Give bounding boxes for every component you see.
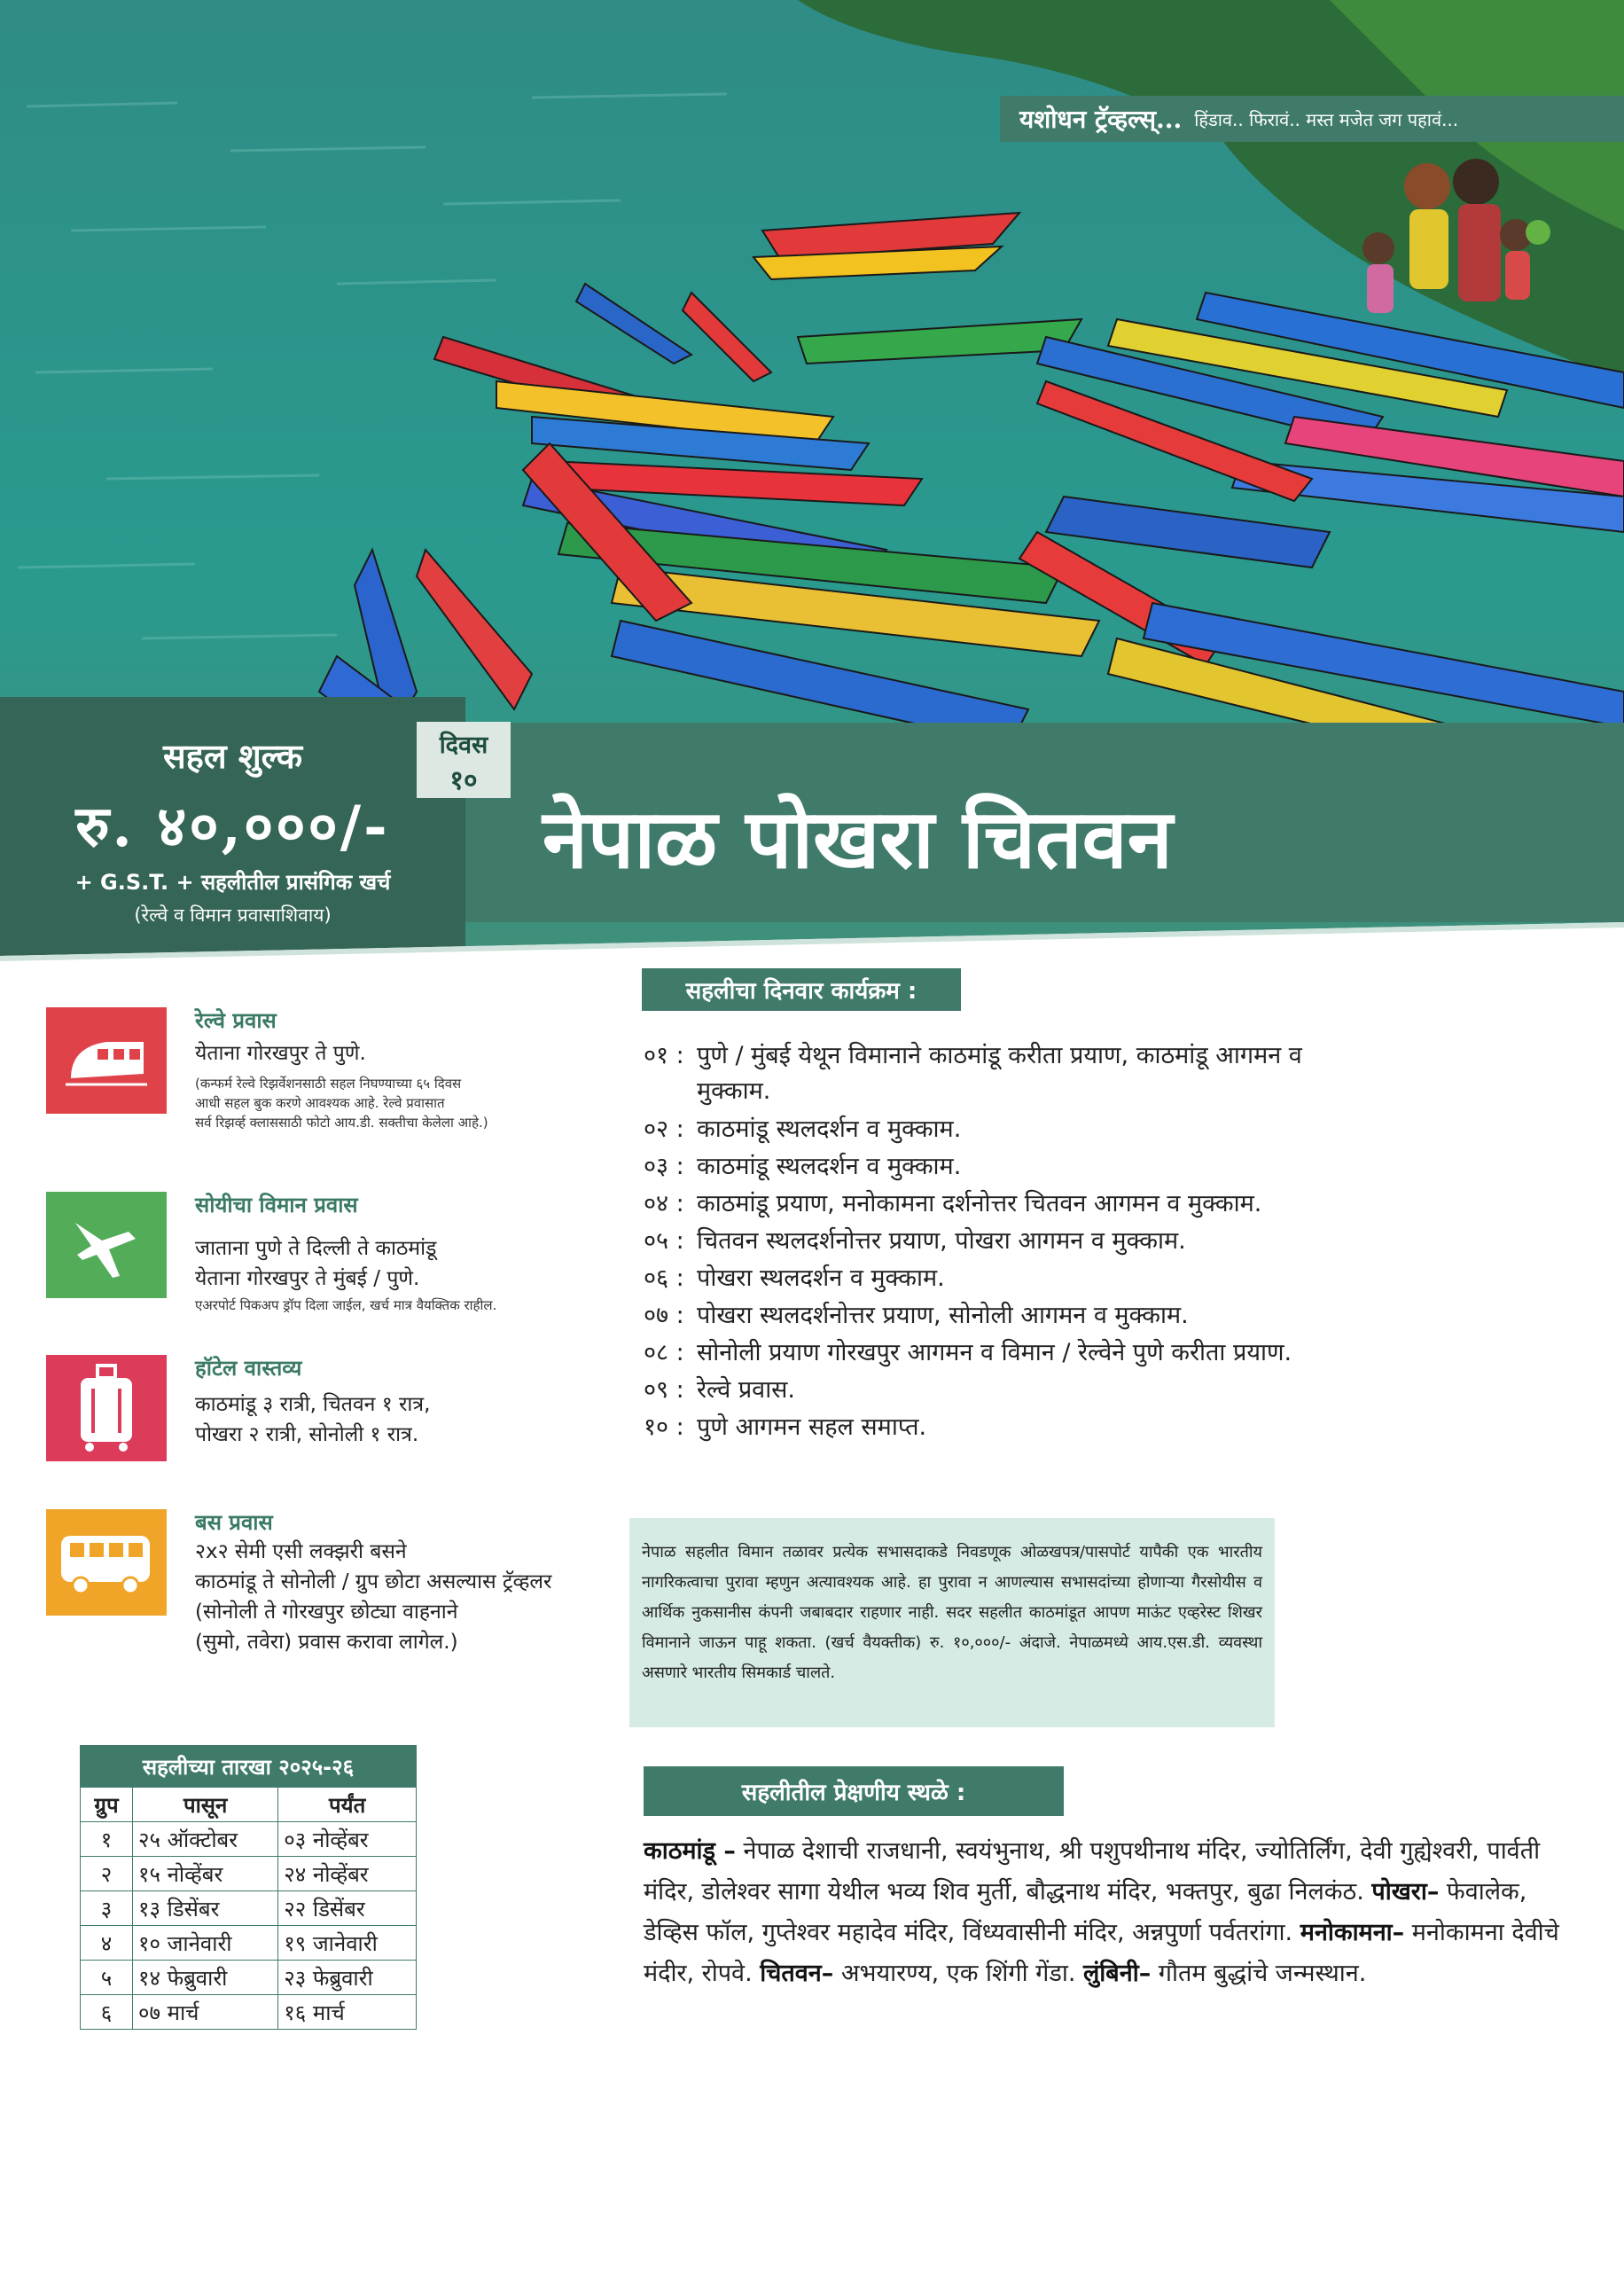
feature-flight — [46, 1192, 613, 1313]
feature-line: जाताना पुणे ते दिल्ली ते काठमांडू — [195, 1237, 437, 1260]
feature-line: पोखरा २ रात्री, सोनोली १ रात्र. — [195, 1423, 419, 1446]
train-icon — [46, 1007, 167, 1114]
tour-dates-table — [80, 1745, 417, 2030]
place-name: चितवन– — [760, 1960, 834, 1987]
luggage-icon — [46, 1355, 167, 1461]
feature-line: काठमांडू ते सोनोली / ग्रुप छोटा असल्यास ट्रॅव्हलर — [195, 1570, 552, 1593]
place-name: पोखरा– — [1371, 1878, 1440, 1906]
to-cell: २४ नोव्हेंबर — [278, 1857, 417, 1891]
feature-line: काठमांडू ३ रात्री, चितवन १ रात्र, — [195, 1393, 431, 1416]
feature-line: (सुमो, तवेरा) प्रवास करावा लागेल.) — [195, 1631, 458, 1654]
feature-bus — [46, 1509, 613, 1654]
group-cell: १ — [81, 1822, 133, 1857]
places-text — [644, 1831, 1574, 1994]
itinerary-day: १० : पुणे आगमन सहल समाप्त. — [644, 1413, 927, 1441]
group-cell: ५ — [81, 1961, 133, 1995]
price-extra-charges: + G.S.T. + सहलीतील प्रासंगिक खर्च — [74, 870, 391, 895]
feature-note: एअरपोर्ट पिकअप ड्रॉप दिला जाईल, खर्च मात्र वैयक्तिक राहील. — [195, 1297, 497, 1313]
table-row — [81, 1891, 417, 1926]
group-cell: ६ — [81, 1995, 133, 2030]
table-row — [81, 1822, 417, 1857]
column-header: पासून — [133, 1788, 278, 1822]
group-cell: ३ — [81, 1891, 133, 1926]
feature-title: रेल्वे प्रवास — [195, 1008, 277, 1033]
to-cell: ०३ नोव्हेंबर — [278, 1822, 417, 1857]
dates-title: सहलीच्या तारखा २०२५-२६ — [81, 1746, 417, 1788]
tour-title: नेपाळ पोखरा चितवन — [543, 791, 1173, 887]
to-cell: २२ डिसेंबर — [278, 1891, 417, 1926]
place-desc: गौतम बुद्धांचे जन्मस्थान. — [1151, 1960, 1367, 1987]
places-heading: सहलीतील प्रेक्षणीय स्थळे : — [644, 1766, 1064, 1816]
from-cell: २५ ऑक्टोबर — [133, 1822, 278, 1857]
feature-title: सोयीचा विमान प्रवास — [195, 1193, 358, 1217]
days-badge — [417, 722, 511, 798]
from-cell: १३ डिसेंबर — [133, 1891, 278, 1926]
to-cell: १६ मार्च — [278, 1995, 417, 2030]
price-block — [0, 697, 465, 956]
column-header: पर्यंत — [278, 1788, 417, 1822]
important-notice: नेपाळ सहलीत विमान तळावर प्रत्येक सभासदाकडे निवडणूक ओळखपत्र/पासपोर्ट यापैकी एक भारतीय नागरिकत्वाचा पुरावा म्हणुन अत्यावश्यक आहे. हा पुरावा न आणल्यास सभासदांच्या होणाऱ्या गैरसोयीस व आर्थिक नुकसानीस कंपनी जबाबदार राहणार नाही. सदर सहलीत काठमांडूत आपण माऊंट एव्हरेस्ट शिखर विमानाने जाऊन पाहू शकता. (खर्च वैयक्तीक) रु. १०,०००/- अंदाजे. नेपाळमध्ये आय.एस.डी. व्यवस्था असणारे भारतीय सिमकार्ड चालते. — [629, 1518, 1275, 1727]
itinerary-day: ०२ : काठमांडू स्थलदर्शन व मुक्काम. — [644, 1115, 962, 1143]
table-row — [81, 1857, 417, 1891]
feature-note: सर्व रिझर्व्ह क्लाससाठी फोटो आय.डी. सक्तीचा केलेला आहे.) — [195, 1115, 488, 1131]
table-row — [81, 1995, 417, 2030]
column-header: ग्रुप — [81, 1788, 133, 1822]
itinerary-day: ०८ : सोनोली प्रयाण गोरखपुर आगमन व विमान / रेल्वेने पुणे करीता प्रयाण. — [644, 1339, 1292, 1366]
from-cell: १५ नोव्हेंबर — [133, 1857, 278, 1891]
brand-banner — [1000, 96, 1624, 142]
from-cell: १४ फेब्रुवारी — [133, 1961, 278, 1995]
itinerary-heading: सहलीचा दिनवार कार्यक्रम : — [642, 968, 961, 1011]
itinerary-day: ०३ : काठमांडू स्थलदर्शन व मुक्काम. — [644, 1153, 962, 1180]
group-cell: ४ — [81, 1926, 133, 1961]
feature-line: येताना गोरखपुर ते पुणे. — [195, 1042, 366, 1065]
table-row — [81, 1961, 417, 1995]
feature-note: आधी सहल बुक करणे आवश्यक आहे. रेल्वे प्रवासात — [195, 1095, 445, 1111]
place-name: काठमांडू – — [644, 1837, 736, 1865]
feature-title: हॉटेल वास्तव्य — [195, 1356, 302, 1381]
itinerary-day-cont: मुक्काम. — [697, 1077, 771, 1105]
price-note: (रेल्वे व विमान प्रवासाशिवाय) — [134, 904, 332, 926]
feature-hotel — [46, 1355, 613, 1461]
to-cell: २३ फेब्रुवारी — [278, 1961, 417, 1995]
itinerary-day: ०१ : पुणे / मुंबई येथून विमानाने काठमांडू करीता प्रयाण, काठमांडू आगमन व — [644, 1042, 1302, 1069]
bus-icon — [46, 1509, 167, 1616]
brand-name: यशोधन ट्रॅव्हल्स्... — [1019, 105, 1183, 134]
place-name: लुंबिनी– — [1083, 1960, 1152, 1987]
table-row — [81, 1926, 417, 1961]
place-desc: फेवालेक, डेव्हिस फॉल, गुप्तेश्वर महादेव मंदिर, विंध्यवासीनी मंदिर, अन्नपुर्णा पर्वतरांगा. — [644, 1878, 1527, 1946]
to-cell: १९ जानेवारी — [278, 1926, 417, 1961]
from-cell: १० जानेवारी — [133, 1926, 278, 1961]
group-cell: २ — [81, 1857, 133, 1891]
itinerary-day: ०९ : रेल्वे प्रवास. — [644, 1376, 796, 1404]
price-amount: रु. ४०,०००/- — [75, 794, 390, 860]
place-desc: मनोकामना देवीचे मंदीर, रोपवे. — [644, 1919, 1559, 1987]
itinerary-day: ०४ : काठमांडू प्रयाण, मनोकामना दर्शनोत्तर चितवन आगमन व मुक्काम. — [644, 1190, 1262, 1217]
from-cell: ०७ मार्च — [133, 1995, 278, 2030]
itinerary-day: ०६ : पोखरा स्थलदर्शन व मुक्काम. — [644, 1264, 945, 1292]
place-name: मनोकामना– — [1300, 1919, 1405, 1946]
feature-title: बस प्रवास — [195, 1510, 273, 1535]
feature-note: (कन्फर्म रेल्वे रिझर्वेशनसाठी सहल निघण्याच्या ६५ दिवस — [195, 1076, 462, 1092]
place-desc: नेपाळ देशाची राजधानी, स्वयंभुनाथ, श्री पशुपथीनाथ मंदिर, ज्योतिर्लिंग, देवी गुह्येश्वरी, पार्वती मंदिर, डोलेश्वर सागा येथील भव्य शिव मुर्ती, बौद्धनाथ मंदिर, भक्तपुर, बुढा निलकंठ. — [644, 1837, 1541, 1906]
feature-line: (सोनोली ते गोरखपुर छोट्या वाहनाने — [195, 1601, 458, 1624]
itinerary-day: ०७ : पोखरा स्थलदर्शनोत्तर प्रयाण, सोनोली आगमन व मुक्काम. — [644, 1302, 1189, 1329]
brand-tagline: हिंडाव.. फिरावं.. मस्त मजेत जग पहावं... — [1194, 108, 1459, 130]
place-desc: अभयारण्य, एक शिंगी गेंडा. — [833, 1960, 1083, 1987]
days-value: १० — [449, 765, 478, 796]
itinerary-day: ०५ : चितवन स्थलदर्शनोत्तर प्रयाण, पोखरा आगमन व मुक्काम. — [644, 1227, 1186, 1255]
feature-line: २x२ सेमी एसी लक्झरी बसने — [195, 1540, 407, 1563]
price-label: सहल शुल्क — [162, 736, 303, 776]
feature-line: येताना गोरखपुर ते मुंबई / पुणे. — [195, 1267, 420, 1290]
days-label: दिवस — [439, 732, 488, 759]
airplane-icon — [46, 1192, 167, 1298]
feature-rail — [46, 1007, 613, 1140]
